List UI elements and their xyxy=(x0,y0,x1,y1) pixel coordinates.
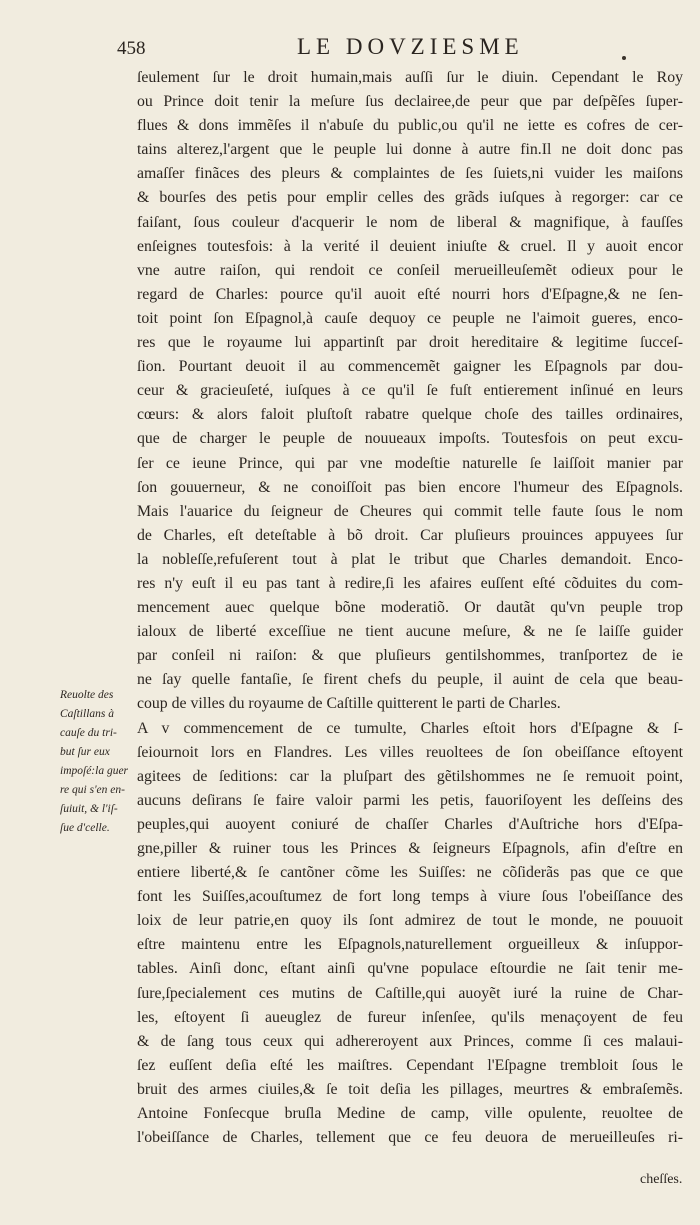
text-line: ſion. Pourtant deuoit il au commencemẽt gaigner les Eſpagnols par dou- xyxy=(137,358,683,376)
text-line: de Charles, eſt deteſtable à bõ droit. Car pluſieurs prouinces appuyees ſur xyxy=(137,526,683,544)
text-line: font les Suiſſes,acouſtumez de fort long temps à viure ſous l'obeiſſance des xyxy=(137,888,683,906)
text-line: & bourſes des petis pour emplir celles des grãds iuſques à regorger: car ce xyxy=(137,189,683,207)
text-line: regard de Charles: pource qu'il auoit eſté nourri hors d'Eſpagne,& ne ſen- xyxy=(137,285,683,303)
text-line: aucuns deſirans ſe faire valoir parmi les petis, fauoriſoyent les deſſeins des xyxy=(137,791,683,809)
text-line: ceur & gracieuſeté, iuſques à ce qu'il ſe fuſt entierement inſinué en leurs xyxy=(137,382,683,400)
text-line: la nobleſſe,refuſerent tout à plat le tribut que Charles demandoit. Enco- xyxy=(137,550,683,568)
marginal-note-line: Reuolte des xyxy=(60,689,114,701)
text-line: vne autre raiſon, qui rendoit ce conſeil merueilleuſemẽt odieux pour le xyxy=(137,261,683,279)
text-line: ou Prince doit tenir la meſure ſus declairee,de peur que par deſpẽſes ſuper- xyxy=(137,93,683,111)
text-line: ſeulement ſur le droit humain,mais auſſi ſur le diuin. Cependant le Roy xyxy=(137,69,683,86)
text-line: enſeignes toutesfois: à la verité il deuient iniuſte & cruel. Il y auoit encor xyxy=(137,237,683,255)
page-header xyxy=(117,34,683,64)
text-line: tains alterez,l'argent que le peuple lui donne à autre fin.Il ne doit donc pas xyxy=(137,141,683,159)
text-line: par conſeil ni raiſon: & que pluſieurs gentilshommes, tranſportez de ie xyxy=(137,647,683,665)
text-line: A v commencement de ce tumulte, Charles eſtoit hors d'Eſpagne & ſ- xyxy=(137,719,683,737)
text-line: agitees de ſeditions: car la pluſpart des gẽtilshommes ne ſe remuoit point, xyxy=(137,767,683,785)
main-text-block xyxy=(137,66,683,1150)
text-line: eſtre maintenu entre les Eſpagnols,naturellement orgueilleux & inſuppor- xyxy=(137,936,683,954)
text-line: faiſant, ſous couleur d'acquerir le nom de liberal & magnifique, à fauſſes xyxy=(137,213,683,231)
catchword: cheſſes. xyxy=(640,1172,683,1187)
text-line: ſon gouuerneur, & ne conoiſſoit pas bien encore l'humeur des Eſpagnols. xyxy=(137,478,683,496)
text-line: ſer ce ieune Prince, qui par vne modeſtie naturelle ſe laiſſoit manier par xyxy=(137,454,683,472)
printer-mark-dot xyxy=(622,56,626,60)
marginal-note-line: but ſur eux xyxy=(60,746,110,758)
text-line: mencement auec quelque bõne moderatiõ. Or dautãt qu'vn peuple trop xyxy=(137,599,683,617)
marginal-note-line: Caſtillans à xyxy=(60,708,114,720)
text-line: les, eſtoyent ſi aueuglez de fureur inſenſee, qu'ils menaçoyent de feu xyxy=(137,1008,683,1026)
text-line: Mais l'auarice du ſeigneur de Cheures qui commit telle faute ſous le nom xyxy=(137,502,683,520)
text-line: coup de villes du royaume de Caſtille quitterent le parti de Charles. xyxy=(137,695,561,713)
text-line: tables. Ainſi donc, eſtant ainſi qu'vne populace eſtourdie ne ſait tenir me- xyxy=(137,960,683,978)
marginal-note-line: ſue d'celle. xyxy=(60,822,110,834)
text-line: & de ſang tous ceux qui adhereroyent aux Princes, comme ſi ces malaui- xyxy=(137,1032,683,1050)
text-line: flues & dons immẽſes il n'abuſe du public,ou qu'il ne iette es cofres de cer- xyxy=(137,117,683,135)
marginal-note-line: ſuiuit, & l'iſ- xyxy=(60,803,118,815)
text-line: ialoux de liberté exceſſiue ne tient aucune meſure, & ne ſe laiſſe guider xyxy=(137,623,683,641)
text-line: loix de leur patrie,en quoy ils ſont admirez de tout le monde, ne pouuoit xyxy=(137,912,683,930)
page-number: 458 xyxy=(117,38,146,59)
text-line: ſez euſſent deſia eſté les maiſtres. Cependant l'Eſpagne trembloit ſous le xyxy=(137,1056,683,1074)
running-head: LE DOVZIESME xyxy=(297,34,524,59)
marginal-note-line: impoſé:la guer xyxy=(60,765,129,777)
text-line: ſeiournoit lors en Flandres. Les villes reuoltees de ſon obeiſſance eſtoyent xyxy=(137,743,683,761)
text-line: gne,piller & ruiner tous les Princes & ſeigneurs Eſpagnols, afin d'eſtre en xyxy=(137,840,683,857)
text-line: res n'y euſt il eu pas tant à redire,ſi les afaires euſſent eſté cõduites du com- xyxy=(137,574,683,592)
text-line: toit point ſon Eſpagnol,à cauſe dequoy ce peuple ne l'aimoit gueres, enco- xyxy=(137,309,683,327)
text-line: cœurs: & alors faloit pluſtoſt rabatre quelque choſe des tailles ordinaires, xyxy=(137,406,683,424)
text-line: bruit des armes ciuiles,& ſe toit deſia les pillages, meurtres & embraſemẽs. xyxy=(137,1080,683,1098)
marginal-note-line: re qui s'en en- xyxy=(60,784,125,796)
marginal-note xyxy=(60,686,140,838)
marginal-note-line: cauſe du tri- xyxy=(60,727,117,739)
text-line: Antoine Fonſecque bruſla Medine de camp, ville opulente, reuoltee de xyxy=(137,1105,683,1123)
text-line: amaſſer finãces des pleurs & complaintes de ſes ſuiets,ni vuider les maiſons xyxy=(137,165,683,183)
text-line: entiere liberté,& ſe cantõner cõme les Suiſſes: ne cõſiderãs pas que ce que xyxy=(137,864,683,882)
text-line: res que le royaume lui appartinſt par droit hereditaire & legitime ſucceſ- xyxy=(137,334,683,352)
text-line: ſure,ſpecialement ces mutins de Caſtille,qui auoyẽt iuré la ruine de Char- xyxy=(137,984,683,1002)
text-line: ne ſay quelle fantaſie, ſe firent chefs du peuple, il auint de cela que beau- xyxy=(137,671,683,689)
text-line: peuples,qui auoyent coniuré de chaſſer Charles d'Auſtriche hors d'Eſpa- xyxy=(137,815,683,833)
text-line: que de charger le peuple de nouueaux impoſts. Toutesfois on peut excu- xyxy=(137,430,683,448)
text-line: l'obeiſſance de Charles, tellement que ce feu deuora de merueilleuſes ri- xyxy=(137,1129,683,1147)
